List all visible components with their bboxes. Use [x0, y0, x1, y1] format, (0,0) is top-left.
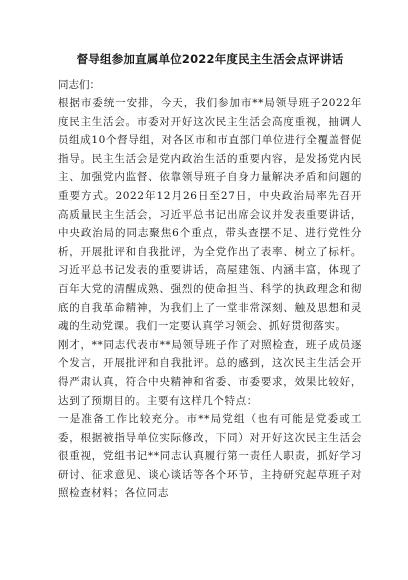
paragraph-1: 根据市委统一安排，今天，我们参加市**局领导班子2022年度民主生活会。市委对开好这次民主生活会高度重视，抽调人员组成10个督导组，对各区市和市直部门单位进行全覆盖督促指导。民主生活会是党内政治生活的重要内容，是发扬党内民主、加强党内监督、依靠领导班子自身力量解决矛盾和问题的重要方式。2022年12月26日至27日，中央政治局率先召开高质量民主生活会，习近平总书记出席会议并发表重要讲话，中央政治局的同志聚焦6个重点，带头查摆不足、进行党性分析，开展批评和自我批评，为全党作出了表率、树立了标杆。习近平总书记发表的重要讲话，高屋建瓴、内涵丰富，体现了百年大党的清醒成熟、强烈的使命担当、科学的执政理念和彻底的自我革命精神，为我们上了一堂非常深刻、触及思想和灵魂的生动党课。我们一定要认真学习领会、抓好贯彻落实。 [58, 97, 362, 333]
paragraph-3: 一是准备工作比较充分。市**局党组（也有可能是党委或工委，根据被指导单位实际修改，下同）对开好这次民主生活会很重视，党组书记**同志认真履行第一责任人职责，抓好学习研讨、征求意见、谈心谈话等各个环节，主持研究起草班子对照检查材料；各位同志 [58, 413, 362, 500]
salutation: 同志们： [58, 79, 100, 91]
document-title: 督导组参加直属单位2022年度民主生活会点评讲话 [76, 52, 344, 66]
paragraph-2: 刚才，**同志代表市**局领导班子作了对照检查，班子成员逐个发言，开展批评和自我批评。总的感到，这次民主生活会开得严肃认真，符合中央精神和省委、市委要求，效果比较好，达到了预期目的。主要有这样几个特点： [58, 338, 362, 407]
